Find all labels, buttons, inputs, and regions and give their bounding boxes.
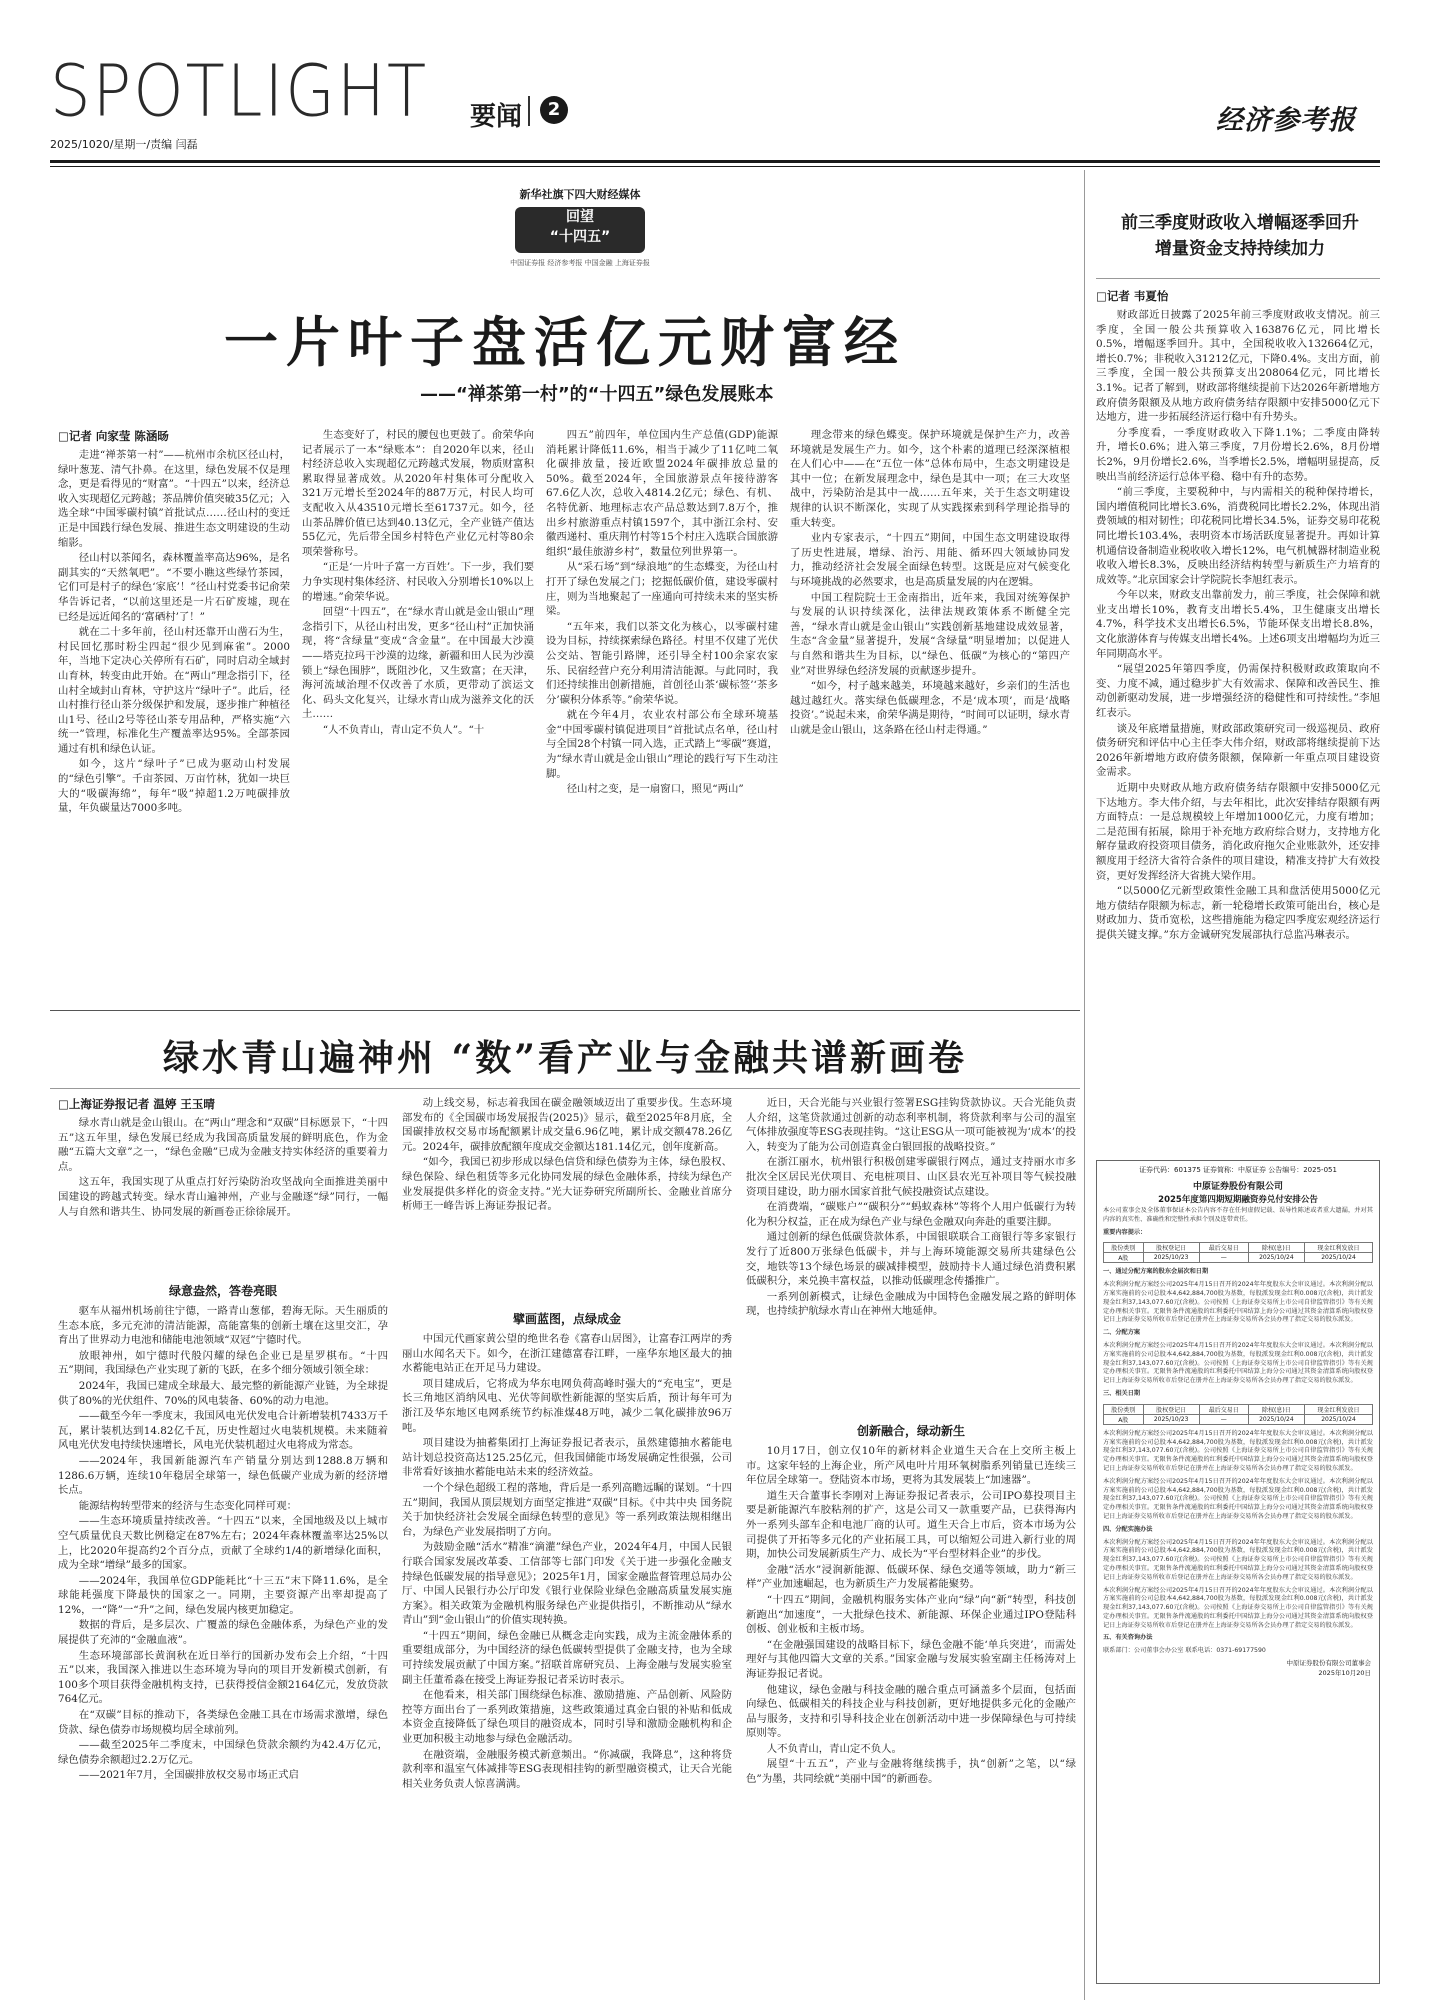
paragraph: 数据的背后，是多层次、广覆盖的绿色金融体系，为绿色产业的发展提供了充沛的“金融血液”。 bbox=[58, 1619, 388, 1647]
notice-body: 本次利润分配方案经公司2025年4月15日召开的2024年年度股东大会审议通过。本次利润分配以方案实施前的公司总股本4,642,884,700股为基数，每股派发现金红利0.008元(含税)，共计派发现金红利37,143,077.60元(含税)。公司按照《上海证券交易所上市公司自律监管指引》等有关规定办理相关事宜。无限售条件流通股的红利委托中国结算上海分公司通过其资金清算系统向股权登记日上海证券交易所收市后登记在册并在上海证券交易所各会员办理了指定交易的股东派发。 bbox=[1103, 1586, 1373, 1629]
sidebar-byline: □记者 韦夏怡 bbox=[1096, 289, 1169, 303]
notice-section: 一、通过分配方案的股东会届次和日期 bbox=[1103, 1268, 1209, 1276]
paragraph: 道生天合董事长李刚对上海证券报记者表示，公司IPO募投项目主要是新能源汽车胶粘剂的扩产，这是公司又一款重要产品，已获得海内外一系列头部车企和电池厂商的认可。道生天合上市后，资本市场为公司提供了开拓等多元化的产业拓展工具，可以缩短公司进入新行业的周期，加快公司发展新质生产力、成长为“平台型材料企业”的步伐。 bbox=[746, 1489, 1076, 1561]
paragraph: 生态变好了，村民的腰包也更鼓了。俞荣华向记者展示了一本“绿账本”：自2020年以来，径山村经济总收入实现超亿元跨越式发展，物质财富积累取得显著成效。从2020年村集体可分配收入321万元增长至2024年的887万元，村民人均可支配收入从43510元增长至61737元。如今，径山茶品牌价值已达到40.13亿元，全产业链产值达55亿元，先后带全国乡村特色产业亿元村等80余项荣誉称号。 bbox=[302, 429, 534, 558]
article2-column-2-top bbox=[402, 1096, 732, 1302]
table-cell: 最后交易日 bbox=[1199, 1243, 1248, 1253]
paragraph: “人不负青山，青山定不负人”。“十 bbox=[322, 723, 485, 736]
paragraph: 10月17日，创立仅10年的新材料企业道生天合在上交所主板上市。这家年轻的上海企业，所产风电叶片用环氧树脂系列销量已连续三年位居全球第一。登陆资本市场，更将为其发展装上“加速器”。 bbox=[746, 1445, 1076, 1487]
table-cell: 最后交易日 bbox=[1199, 1404, 1248, 1414]
notice-code-line: 证券代码：601375 证券简称：中原证券 公告编号：2025-051 bbox=[1139, 1166, 1337, 1174]
paragraph: 在“双碳”目标的推动下，各类绿色金融工具在市场需求激增，绿色贷款、绿色债券市场规模均居全球前列。 bbox=[58, 1709, 388, 1736]
paragraph: 近日，天合光能与兴业银行签署ESG挂钩贷款协议。天合光能负责人介绍，这笔贷款通过创新的动态利率机制，将贷款利率与公司的温室气体排放强度等ESG表现挂钩。“这让ESG从一项可能被视为‘成本’的投入，转变为了能为公司创造真金白银回报的战略投资。” bbox=[746, 1097, 1076, 1153]
masthead-rule bbox=[50, 160, 1380, 163]
notice-date: 2025年10月20日 bbox=[1318, 1669, 1371, 1678]
article2-column-1 bbox=[58, 1304, 388, 1994]
paragraph: 走进“禅茶第一村”——杭州市余杭区径山村，绿叶葱茏、清气扑鼻。在这里，绿色发展不仅是理念，更是看得见的“财富”。“十四五”以来，经济总收入实现超亿元跨越；茶品牌价值突破35亿元；入选全球“中国零碳村镇”首批试点……径山村的变迁正是中国践行绿色发展、推进生态文明建设的生动缩影。 bbox=[58, 449, 290, 549]
masthead bbox=[50, 50, 1380, 152]
notice-table bbox=[1103, 1242, 1373, 1263]
dateline: 2025/1020/星期一/责编 闫磊 bbox=[50, 138, 198, 151]
table-cell: 2025/10/23 bbox=[1143, 1253, 1199, 1263]
notice-intro: 本公司董事会及全体董事保证本公告内容不存在任何虚假记载、误导性陈述或者重大遗漏，并对其内容的真实性、准确性和完整性承担个别及连带责任。 bbox=[1103, 1207, 1373, 1223]
notice-body: 本次利润分配方案经公司2025年4月15日召开的2024年年度股东大会审议通过。本次利润分配以方案实施前的公司总股本4,642,884,700股为基数，每股派发现金红利0.008元(含税)，共计派发现金红利37,143,077.60元(含税)。公司按照《上海证券交易所上市公司自律监管指引》等有关规定办理相关事宜。无限售条件流通股的红利委托中国结算上海分公司通过其资金清算系统向股权登记日上海证券交易所收市后登记在册并在上海证券交易所各会员办理了指定交易的股东派发。 bbox=[1103, 1281, 1373, 1324]
series-badge bbox=[470, 186, 690, 276]
paragraph: 在融资端，金融服务模式新意频出。“你减碳，我降息”，这种将贷款利率和温室气体减排等ESG表现相挂钩的新型融资模式，让天合光能相关业务负责人惊喜满满。 bbox=[402, 1748, 732, 1790]
paragraph: 从“采石场”到“绿浪地”的生态蝶变，为径山村打开了绿色发展之门；挖掘低碳价值，建设零碳村庄，则为当地聚起了一座通向可持续未来的坚实桥梁。 bbox=[546, 561, 778, 618]
notice-section: 二、分配方案 bbox=[1103, 1329, 1141, 1337]
article-separator bbox=[50, 1010, 1080, 1011]
paragraph: 绿水青山就是金山银山。在“两山”理念和“双碳”目标愿景下，“十四五”这五年里，绿色发展已经成为我国高质量发展的鲜明底色，作为金融“五篇大文章”之一，“绿色金融”已成为金融支持实体经济的重要着力点。 bbox=[58, 1117, 388, 1173]
paragraph: 近期中央财政从地方政府债务结存限额中安排5000亿元下达地方。李大伟介绍，与去年相比，此次安排结存限额有两方面特点：一是总规模较上年增加1000亿元，力度有增加；二是范围有拓展，除用于补充地方政府综合财力，支持地方化解存量政府投资项目债务，消化政府拖欠企业账款外，还安排额度用于经济大省符合条件的项目建设，精准支持扩大有效投资，更好发挥经济大省挑大梁作用。 bbox=[1096, 782, 1380, 882]
paragraph: “十四五”期间，绿色金融已从概念走向实践，成为主流金融体系的重要组成部分，为中国经济的绿色低碳转型提供了金融支持，也为全球可持续发展贡献了中国方案。”招联首席研究员、上海金融与发展实验室副主任董希淼在接受上海证券报记者采访时表示。 bbox=[402, 1629, 732, 1686]
paragraph: “以5000亿元新型政策性金融工具和盘活使用5000亿元地方债结存限额为标志，新一轮稳增长政策可能出台，核心是财政加力、货币宽松，这些措施能为稳定四季度宏观经济运行提供关键支撑。”东方金诚研究发展部执行总监冯琳表示。 bbox=[1096, 885, 1380, 941]
notice-company: 中原证券股份有限公司 bbox=[1192, 1182, 1283, 1192]
paragraph: 就在二十多年前，径山村还靠开山凿石为生，村民回忆那时粉尘四起“很少见到麻雀”。2000年，当地下定决心关停所有石矿，同时启动全域封山育林，转变由此开始。在“两山”理念指引下，径山村全域封山育林，守护这片“绿叶子”。此后，径山村推行径山茶分级保护和发展，逐步推广种植径山1号、径山2号等径山茶专用品种，严格实施“六统一”管理，标准化生产覆盖率达95%。全部茶园通过有机和绿色认证。 bbox=[58, 626, 290, 755]
table-cell: 除权(息)日 bbox=[1248, 1243, 1304, 1253]
paragraph: 一个个绿色超级工程的落地，背后是一系列高瞻远瞩的谋划。“十四五”期间，我国从顶层规划方面坚定推进“双碳”目标。《中共中央 国务院关于加快经济社会发展全面绿色转型的意见》等一系列政策法规相继出台，为绿色产业发展指明了方向。 bbox=[402, 1481, 732, 1538]
notice-section: 五、有关咨询办法 bbox=[1103, 1634, 1153, 1642]
company-notice bbox=[1096, 1160, 1380, 1984]
paragraph: 放眼神州，如宁德时代般闪耀的绿色企业已是星罗棋布。“十四五”期间，我国绿色产业实现了新的飞跃，在多个细分领域引领全球： bbox=[58, 1349, 388, 1377]
notice-section: 四、分配实施办法 bbox=[1103, 1525, 1153, 1533]
article1-column-4 bbox=[790, 428, 1070, 1000]
table-cell: 2025/10/24 bbox=[1304, 1253, 1372, 1263]
table-row bbox=[1104, 1414, 1373, 1424]
table-cell: 现金红利发放日 bbox=[1304, 1243, 1372, 1253]
table-cell: 2025/10/24 bbox=[1248, 1414, 1304, 1424]
paragraph: 在他看来，相关部门围绕绿色标准、激励措施、产品创新、风险防控等方面出台了一系列政策措施，这些政策通过真金白银的补贴和低成本资金直接降低了绿色项目的融资成本，同时引导和激励金融机构和企业更加积极主动地参与绿色金融活动。 bbox=[402, 1689, 732, 1746]
sidebar-headline-line2: 增量资金支持持续加力 bbox=[1155, 239, 1325, 259]
table-cell: A股 bbox=[1104, 1414, 1144, 1424]
paragraph: 动上线交易，标志着我国在碳金融领域迈出了重要步伐。生态环境部发布的《全国碳市场发展报告(2025)》显示，截至2025年8月底，全国碳排放权交易市场配额累计成交量6.96亿吨，累计成交额478.26亿元。2024年，碳排放配额年度成交金额达181.14亿元，创年度新高。 bbox=[402, 1097, 732, 1153]
paragraph: 驱车从福州机场前往宁德，一路青山葱郁，碧海无际。天生丽质的生态本底，多元充沛的清洁能源，高能富集的创新土壤在这里交汇，孕育出了世界动力电池和储能电池领域“双冠”宁德时代。 bbox=[58, 1305, 388, 1347]
paragraph: 四五”前四年，单位国内生产总值(GDP)能源消耗累计降低11.6%，相当于减少了11亿吨二氧化碳排放量，接近欧盟2024年碳排放总量的50%。截至2024年，全国旅游景点年接待游客67.6亿人次，总收入4814.2亿元；绿色、有机、名特优新、地理标志农产品总数达到7.8万个，推出乡村旅游重点村镇1597个，其中浙江余村、安徽西递村、重庆荆竹村等15个村庄入选联合国旅游组织“最佳旅游乡村”，数量位列世界第一。 bbox=[546, 429, 778, 558]
article2-headline: 绿水青山遍神州 “数”看产业与金融共谱新画卷 bbox=[163, 1037, 967, 1079]
paragraph: 项目建成后，它将成为华东电网负荷高峰时强大的“充电宝”，更是长三角地区消纳风电、光伏等间歇性新能源的坚实后盾，预计每年可为浙江及华东地区电网系统节约标准煤48万吨，减少二氧化碳排放96万吨。 bbox=[402, 1377, 732, 1434]
table-cell: 现金红利发放日 bbox=[1304, 1404, 1372, 1414]
sidebar-headline bbox=[1100, 210, 1380, 262]
paragraph: “前三季度，主要税种中，与内需相关的税种保持增长，国内增值税同比增长3.6%，消费税同比增长2.2%，体现出消费领域的相对韧性；印花税同比增长34.5%，证券交易印花税同比增长103.4%，表明资本市场活跃度显著提升。再如计算机通信设备制造业税收收入增长12%，电气机械器材制造业税收收入增长8.3%，反映出经济结构转型与新质生产力培育的成效等。”北京国家会计学院院长李旭红表示。 bbox=[1096, 486, 1380, 586]
paragraph: 中国工程院院士王金南指出，近年来，我国对统筹保护与发展的认识持续深化，法律法规政策体系不断健全完善，“绿水青山就是金山银山”实践创新基地建设成效显著，生态“含金量”显著提升，发展“含绿量”明显增加；以促进人与自然和谐共生为目标，以“绿色、低碳”为核心的“第四产业”对世界绿色经济发展的贡献逐步提升。 bbox=[790, 591, 1070, 677]
paragraph: ——截至今年一季度末，我国风电光伏发电合计新增装机7433万千瓦，累计装机达到14.82亿千瓦，历史性超过火电装机规模。未来随着风电光伏发电持续快速增长，风电光伏装机超过火电将成为常态。 bbox=[58, 1410, 388, 1452]
table-cell: 2025/10/23 bbox=[1143, 1414, 1199, 1424]
table-row bbox=[1104, 1253, 1373, 1263]
paragraph: 分季度看，一季度财政收入下降1.1%；二季度由降转升，增长0.6%；进入第三季度，7月份增长2.6%，8月份增长2%，9月份增长2.6%，当季增长2.5%，增幅明显提高，反映出当前经济运行总体平稳、稳中有升的态势。 bbox=[1096, 426, 1380, 483]
paragraph: ——2021年7月，全国碳排放权交易市场正式启 bbox=[78, 1769, 299, 1782]
notice-body: 本次利润分配方案经公司2025年4月15日召开的2024年年度股东大会审议通过。本次利润分配以方案实施前的公司总股本4,642,884,700股为基数，每股派发现金红利0.008元(含税)，共计派发现金红利37,143,077.60元(含税)。公司按照《上海证券交易所上市公司自律监管指引》等有关规定办理相关事宜。无限售条件流通股的红利委托中国结算上海分公司通过其资金清算系统向股权登记日上海证券交易所收市后登记在册并在上海证券交易所各会员办理了指定交易的股东派发。 bbox=[1103, 1538, 1373, 1581]
badge-title-line2: “十四五” bbox=[549, 229, 611, 245]
section-label: 要闻 bbox=[470, 102, 523, 132]
badge-partners: 中国证券报 经济参考报 中国金融 上海证券报 bbox=[510, 259, 650, 267]
paragraph: 生态环境部部长黄润秋在近日举行的国新办发布会上介绍，“十四五”以来，我国深入推进以生态环境为导向的项目开发新模式创新，有100多个项目获得金融机构支持，已获得授信金额2164亿元，发放贷款764亿元。 bbox=[58, 1649, 388, 1706]
paragraph: “正是‘一片叶子富一方百姓’。下一步，我们要力争实现村集体经济、村民收入分别增长10%以上的增速。”俞荣华说。 bbox=[302, 561, 534, 603]
article2-rule bbox=[50, 1088, 1080, 1089]
paragraph: 项目建设为抽蓄集团打上海证券报记者表示，虽然建德抽水蓄能电站计划总投资高达125.25亿元，但我国储能市场发展确定性很强，公司非常看好该抽水蓄能电站未来的经济效益。 bbox=[402, 1437, 732, 1479]
column-divider bbox=[1084, 170, 1085, 2000]
article2-subhead-2: 擘画蓝图，点绿成金 bbox=[512, 1312, 621, 1326]
article2-intro bbox=[58, 1116, 388, 1276]
paragraph: “如今，我国已初步形成以绿色信贷和绿色债券为主体，绿色股权、绿色保险、绿色租赁等多元化协同发展的绿色金融体系，持续为绿色产业发展提供多样化的资金支持。”光大证券研究所副所长、金融业首席分析师王一峰告诉上海证券报记者。 bbox=[402, 1156, 732, 1213]
paragraph: ——2024年，我国单位GDP能耗比“十三五”末下降11.6%，是全球能耗强度下降最快的国家之一。同期，主要资源产出率却提高了12%，一“降”一“升”之间，绿色发展内核更加稳定。 bbox=[58, 1574, 388, 1616]
paragraph: 展望“十五五”，产业与金融将继续携手，执“创新”之笔，以“绿色”为墨，共同绘就“美丽中国”的新画卷。 bbox=[746, 1758, 1076, 1786]
paragraph: 一系列创新模式，让绿色金融成为中国特色金融发展之路的鲜明体现，也持续护航绿水青山在神州大地延伸。 bbox=[746, 1290, 1076, 1318]
paragraph: 金融“活水”浸润新能源、低碳环保、绿色交通等领域，助力“新三样”产业加速崛起，也为新质生产力发展蓄能聚势。 bbox=[746, 1563, 1076, 1591]
table-row bbox=[1104, 1404, 1373, 1414]
paragraph: 中国元代画家黄公望的绝世名卷《富春山居图》，让富春江两岸的秀丽山水闻名天下。如今，在浙江建德富春江畔，一座华东地区最大的抽水蓄能电站正在开足马力建设。 bbox=[402, 1333, 732, 1375]
paragraph: 径山村以茶闻名，森林覆盖率高达96%，是名副其实的“天然氧吧”。“不要小瞧这些绿竹茶园，它们可是村子的绿色‘家底’！”径山村党委书记俞荣华告诉记者，“以前这里还是一片石矿废墟，现在已经是远近闻名的‘富硒村’了！” bbox=[58, 552, 290, 623]
paragraph: 这五年，我国实现了从重点打好污染防治攻坚战向全面推进美丽中国建设的跨越式转变。绿水青山遍神州，产业与金融逐“绿”同行，一幅人与自然和谐共生、协同发展的新画卷正徐徐展开。 bbox=[58, 1176, 388, 1218]
notice-contact: 联系部门：公司董事会办公室 联系电话：0371-69177590 bbox=[1103, 1647, 1266, 1655]
paragraph: 理念带来的绿色蝶变。保护环境就是保护生产力，改善环境就是发展生产力。如今，这个朴素的道理已经深深植根在人们心中——在“五位一体”总体布局中，生态文明建设是其中一位；在新发展理念中，绿色是其中一项；在三大攻坚战中，污染防治是其中一战……五年来，关于生态文明建设规律的认识不断深化，实现了从实践探索到科学理论指导的重大转变。 bbox=[790, 429, 1070, 529]
paragraph: 在浙江丽水，杭州银行积极创建零碳银行网点，通过支持丽水市多批次全区居民光伏项目、充电桩项目、山区县农光互补项目等气候投融资项目建设，助力丽水国家首批气候投融资试点建设。 bbox=[746, 1156, 1076, 1198]
page-number: 2 bbox=[540, 96, 568, 124]
notice-table bbox=[1103, 1404, 1373, 1425]
paragraph: ——生态环境质量持续改善。“十四五”以来，全国地级及以上城市空气质量优良天数比例稳定在87%左右；2024年森林覆盖率达25%以上，比2020年提高约2个百分点，贡献了全球约1/4的新增绿化面积，成为全球“增绿”最多的国家。 bbox=[58, 1515, 388, 1572]
table-row bbox=[1104, 1243, 1373, 1253]
badge-title-line1: 回望 bbox=[566, 209, 594, 225]
article1-headline: 一片叶子盘活亿元财富经 bbox=[224, 310, 906, 374]
article2-subhead-3: 创新融合，绿动新生 bbox=[856, 1424, 965, 1438]
sidebar-body bbox=[1096, 308, 1380, 1148]
paragraph: “五年来，我们以茶文化为核心，以零碳村建设为目标，持续探索绿色路径。村里不仅建了光伏公交站、智能引路牌，还引导全村100余家农家乐、民宿经营户充分利用清洁能源。与此同时，我们还持续推出创新措施，首创径山茶‘碳标签’‘茶多分’碳积分体系等。”俞荣华说。 bbox=[546, 620, 778, 706]
paragraph: 能源结构转型带来的经济与生态变化同样可观： bbox=[78, 1499, 297, 1512]
article1-subheadline: ——“禅茶第一村”的“十四五”绿色发展账本 bbox=[420, 384, 774, 405]
notice-section: 三、相关日期 bbox=[1103, 1389, 1141, 1397]
table-cell: 股份类别 bbox=[1104, 1243, 1144, 1253]
notice-body: 本次利润分配方案经公司2025年4月15日召开的2024年年度股东大会审议通过。本次利润分配以方案实施前的公司总股本4,642,884,700股为基数，每股派发现金红利0.008元(含税)，共计派发现金红利37,143,077.60元(含税)。公司按照《上海证券交易所上市公司自律监管指引》等有关规定办理相关事宜。无限售条件流通股的红利委托中国结算上海分公司通过其资金清算系统向股权登记日上海证券交易所收市后登记在册并在上海证券交易所各会员办理了指定交易的股东派发。 bbox=[1103, 1341, 1373, 1385]
badge-title-box bbox=[515, 207, 645, 253]
article2-column-2 bbox=[402, 1332, 732, 1994]
table-cell: — bbox=[1199, 1253, 1248, 1263]
paragraph: ——截至2025年二季度末，中国绿色贷款余额约为42.4万亿元，绿色债券余额超过2.2万亿元。 bbox=[58, 1739, 388, 1766]
paragraph: 谈及年底增量措施，财政部政策研究司一级巡视员、政府债务研究和评估中心主任李大伟介绍，财政部将继续提前下达2026年新增地方政府债务限额，保障新一年重点项目建设资金需求。 bbox=[1096, 722, 1380, 779]
paragraph: “如今，村子越来越美，环境越来越好，乡亲们的生活也越过越红火。落实绿色低碳理念，不是‘成本项’，而是‘战略投资’。”说起未来，俞荣华满是期待，“时间可以证明，绿水青山就是金山银山，这条路在径山村走得通。” bbox=[790, 680, 1070, 736]
article1-column-3 bbox=[546, 428, 778, 1000]
article2-column-3-top bbox=[746, 1096, 1076, 1416]
paragraph: 他建议，绿色金融与科技金融的融合重点可涵盖多个层面，包括面向绿色、低碳相关的科技企业与科技创新，更好地提供多元化的金融产品与服务，支持和引导科技企业在创新活动中进一步保障绿色与可持续原则等。 bbox=[746, 1683, 1076, 1740]
paragraph: 回望“十四五”，在“绿水青山就是金山银山”理念指引下，从径山村出发，更多“径山村”正加快涌现，将“含绿量”变成“含金量”。在中国最大沙漠——塔克拉玛干沙漠的边缘，新疆和田人民为沙漠锁上“绿色围脖”，既阻沙化，又生致富；在天津，海河流域治理不仅改善了水质，更带动了滨运文化、码头文化复兴，让绿水青山成为滋养文化的沃土…… bbox=[302, 606, 534, 721]
sidebar-headline-line1: 前三季度财政收入增幅逐季回升 bbox=[1121, 213, 1359, 233]
article2-subhead-1: 绿意盎然，答卷亮眼 bbox=[168, 1284, 277, 1298]
paragraph: 就在今年4月，农业农村部公布全球环境基金“中国零碳村镇促进项目”首批试点名单，径山村与全国28个村镇一同入选，正式踏上“零碳”赛道，为“绿水青山就是金山银山”理论的践行写下生动注脚。 bbox=[546, 709, 778, 780]
paragraph: 财政部近日披露了2025年前三季度财政收支情况。前三季度，全国一般公共预算收入163876亿元，同比增长0.5%，增幅逐季回升。其中，全国税收收入132664亿元，增长0.7%；非税收入31212亿元，下降0.4%。支出方面，前三季度，全国一般公共预算支出208064亿元，同比增长3.1%。记者了解到，财政部将继续提前下达2026年新增地方政府债务限额及从地方政府债务结存限额中安排5000亿元下达地方，进一步拓展经济运行稳中有升势头。 bbox=[1096, 309, 1380, 424]
paragraph: 为鼓励金融“活水”精准“滴灌”绿色产业，2024年4月，中国人民银行联合国家发展改革委、工信部等七部门印发《关于进一步强化金融支持绿色低碳发展的指导意见》；2025年1月，国家金融监督管理总局办公厅、中国人民银行办公厅印发《银行业保险业绿色金融高质量发展实施方案》。相关政策为金融机构服务绿色产业提供指引，不断推动从“绿水青山”到“金山银山”的价值实现转换。 bbox=[402, 1541, 732, 1627]
notice-title: 2025年度第四期短期融资券兑付安排公告 bbox=[1158, 1195, 1318, 1205]
table-cell: A股 bbox=[1104, 1253, 1144, 1263]
table-cell: 股份类别 bbox=[1104, 1404, 1144, 1414]
paragraph: 如今，这片“绿叶子”已成为驱动山村发展的“绿色引擎”。千亩茶园、万亩竹林，犹如一块巨大的“吸碳海绵”，每年“吸”掉超1.2万吨碳排放量，年负碳量达7000多吨。 bbox=[58, 758, 290, 815]
paragraph: 2024年，我国已建成全球最大、最完整的新能源产业链，为全球提供了80%的光伏组件、70%的风电装备、60%的动力电池。 bbox=[58, 1379, 388, 1407]
badge-top-text: 新华社旗下四大财经媒体 bbox=[519, 188, 641, 201]
masthead-title: SPOTLIGHT bbox=[50, 50, 429, 134]
article2-column-3 bbox=[746, 1444, 1076, 1994]
article1-byline: □记者 向家莹 陈涵旸 bbox=[58, 429, 169, 443]
paragraph: 人不负青山，青山定不负人。 bbox=[766, 1742, 902, 1755]
table-cell: 2025/10/24 bbox=[1304, 1414, 1372, 1424]
article1-column-1 bbox=[58, 448, 290, 1000]
newspaper-logo: 经济参考报 bbox=[1216, 105, 1356, 136]
sidebar-rule bbox=[1096, 278, 1380, 279]
notice-body: 本次利润分配方案经公司2025年4月15日召开的2024年年度股东大会审议通过。本次利润分配以方案实施前的公司总股本4,642,884,700股为基数，每股派发现金红利0.008元(含税)，共计派发现金红利37,143,077.60元(含税)。公司按照《上海证券交易所上市公司自律监管指引》等有关规定办理相关事宜。无限售条件流通股的红利委托中国结算上海分公司通过其资金清算系统向股权登记日上海证券交易所收市后登记在册并在上海证券交易所各会员办理了指定交易的股东派发。 bbox=[1103, 1429, 1373, 1472]
paragraph: 今年以来，财政支出靠前发力，前三季度，社会保障和就业支出增长10%，教育支出增长5.4%，卫生健康支出增长4.7%，科学技术支出增长6.5%，节能环保支出增长8.8%，文化旅游体育与传媒支出增长4%。上述6项支出增幅均为近三年同期高水平。 bbox=[1096, 589, 1380, 660]
table-cell: — bbox=[1199, 1414, 1248, 1424]
table-cell: 除权(息)日 bbox=[1248, 1404, 1304, 1414]
table-cell: 股权登记日 bbox=[1143, 1243, 1199, 1253]
notice-signature: 中原证券股份有限公司董事会 bbox=[1286, 1659, 1371, 1668]
paragraph: ——2024年，我国新能源汽车产销量分别达到1288.8万辆和1286.6万辆，连续10年稳居全球第一，绿色低碳产业成为新的经济增长点。 bbox=[58, 1454, 388, 1497]
paragraph: “在金融强国建设的战略目标下，绿色金融不能‘单兵突进’，而需处理好与其他四篇大文章的关系。”国家金融与发展实验室副主任杨涛对上海证券报记者说。 bbox=[746, 1638, 1076, 1680]
paragraph: 通过创新的绿色低碳贷款体系，中国银联联合工商银行等多家银行发行了近800万张绿色低碳卡，并与上海环境能源交易所共建绿色公交，地铁等13个绿色场景的碳减排模型，鼓励持卡人通过绿色消费积累低碳积分，来兑换丰富权益，以推动低碳理念传播推广。 bbox=[746, 1231, 1076, 1288]
paragraph: “展望2025年第四季度，仍需保持积极财政政策取向不变、力度不减，通过稳步扩大有效需求、保障和改善民生、推动创新驱动发展，进一步增强经济的稳健性和可持续性。”李旭红表示。 bbox=[1096, 663, 1380, 720]
table-cell: 2025/10/24 bbox=[1248, 1253, 1304, 1263]
notice-section: 重要内容提示： bbox=[1103, 1228, 1147, 1236]
paragraph: 业内专家表示，“十四五”期间，中国生态文明建设取得了历史性进展，增绿、治污、用能、循环四大领域协同发力，推动经济社会发展全面绿色转型。这既是应对气候变化与环境挑战的必然要求，也是高质量发展的内在逻辑。 bbox=[790, 532, 1070, 588]
paragraph: 径山村之变，是一扇窗口，照见“两山” bbox=[566, 783, 744, 796]
article1-column-2 bbox=[302, 428, 534, 1000]
article2-byline: □上海证券报记者 温婷 王玉晴 bbox=[58, 1097, 215, 1111]
table-cell: 股权登记日 bbox=[1143, 1404, 1199, 1414]
paragraph: “十四五”期间，金融机构服务实体产业向“绿”向“新”转型，科技创新跑出“加速度”，一大批绿色技术、新能源、环保企业通过IPO登陆科创板、创业板和主板市场。 bbox=[746, 1593, 1076, 1636]
masthead-rule-thin bbox=[50, 166, 1380, 167]
section-divider bbox=[528, 96, 530, 126]
paragraph: 在消费端，“碳账户”“碳积分”“蚂蚁森林”等将个人用户低碳行为转化为积分权益，正在成为绿色产业与绿色金融双向奔赴的重要注脚。 bbox=[746, 1201, 1076, 1228]
notice-body: 本次利润分配方案经公司2025年4月15日召开的2024年年度股东大会审议通过。本次利润分配以方案实施前的公司总股本4,642,884,700股为基数，每股派发现金红利0.008元(含税)，共计派发现金红利37,143,077.60元(含税)。公司按照《上海证券交易所上市公司自律监管指引》等有关规定办理相关事宜。无限售条件流通股的红利委托中国结算上海分公司通过其资金清算系统向股权登记日上海证券交易所收市后登记在册并在上海证券交易所各会员办理了指定交易的股东派发。 bbox=[1103, 1477, 1373, 1520]
